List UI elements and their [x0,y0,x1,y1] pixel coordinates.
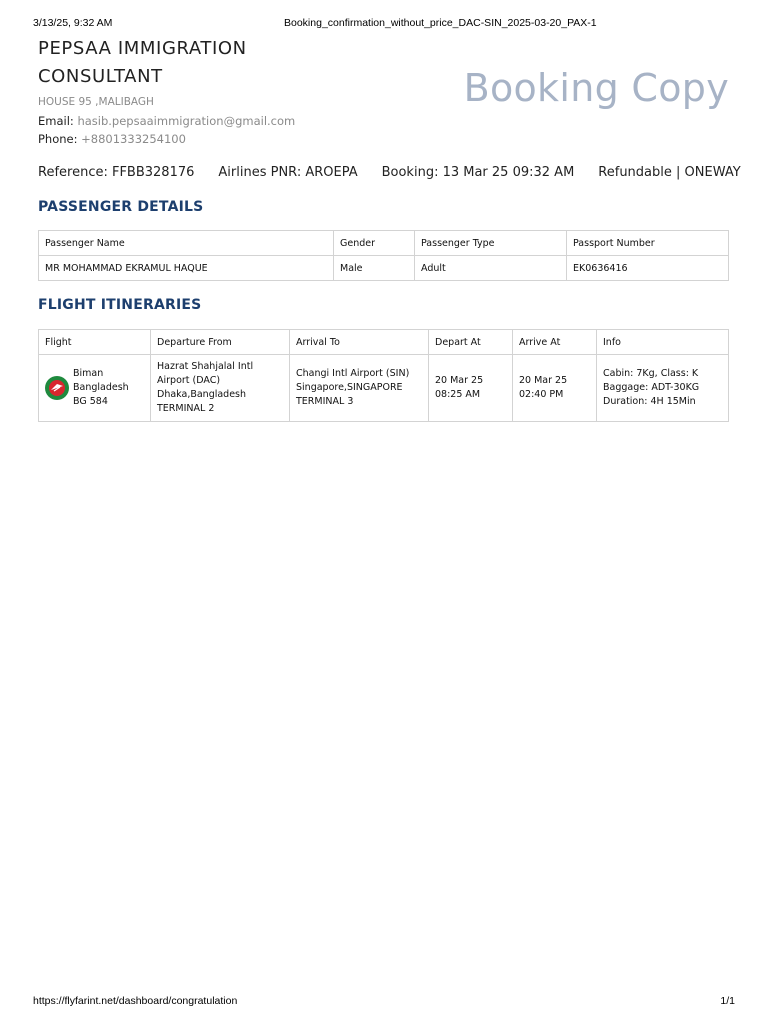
fare-type: Refundable | ONEWAY [598,165,741,180]
col-departure-from: Departure From [151,330,290,355]
arrival-line3: TERMINAL 3 [296,396,354,407]
info-cell [597,355,729,422]
company-name: PEPSAA IMMIGRATION CONSULTANT [38,38,247,87]
depart-at-cell [429,355,513,422]
depart-date: 20 Mar 25 [435,375,484,386]
passenger-table-header [39,231,729,256]
company-phone-line [38,132,186,146]
col-flight: Flight [39,330,151,355]
arrival-line1: Changi Intl Airport (SIN) [296,368,410,379]
departure-line2: Airport (DAC) [157,375,221,386]
departure-line4: TERMINAL 2 [157,403,215,414]
print-footer [33,995,735,1009]
arrive-at-cell [513,355,597,422]
passenger-gender: Male [334,256,415,281]
flight-itineraries-title: FLIGHT ITINERARIES [38,297,202,313]
airlines-pnr: Airlines PNR: AROEPA [218,165,358,180]
booking-reference: Reference: FFBB328176 [38,165,195,180]
col-gender: Gender [334,231,415,256]
booking-datetime: Booking: 13 Mar 25 09:32 AM [381,165,575,180]
col-arrive-at: Arrive At [513,330,597,355]
duration: Duration: 4H 15Min [603,396,696,407]
col-info: Info [597,330,729,355]
flight-table-header [39,330,729,355]
table-row [39,355,729,422]
passenger-details-title: PASSENGER DETAILS [38,199,204,215]
reference-row [38,165,741,180]
company-email-line [38,114,295,128]
print-url: https://flyfarint.net/dashboard/congratulation [33,995,238,1007]
departure-line1: Hazrat Shahjalal Intl [157,361,254,372]
airline-name-line1: Biman [73,368,104,379]
table-row [39,256,729,281]
col-passenger-type: Passenger Type [415,231,567,256]
cabin-class: Cabin: 7Kg, Class: K [603,368,699,379]
col-passenger-name: Passenger Name [39,231,334,256]
passport-number: EK0636416 [567,256,729,281]
arrival-cell [290,355,429,422]
passenger-type: Adult [415,256,567,281]
passenger-name: MR MOHAMMAD EKRAMUL HAQUE [39,256,334,281]
arrival-line2: Singapore,SINGAPORE [296,382,403,393]
flight-cell [39,355,151,422]
page-number: 1/1 [720,995,735,1007]
arrive-time: 02:40 PM [519,389,564,400]
col-arrival-to: Arrival To [290,330,429,355]
print-header [33,17,735,31]
departure-line3: Dhaka,Bangladesh [157,389,247,400]
passenger-table [38,230,729,281]
email-label: Email: [38,114,74,128]
flight-table [38,329,729,422]
departure-cell [151,355,290,422]
baggage: Baggage: ADT-30KG [603,382,700,393]
print-doc-title: Booking_confirmation_without_price_DAC-SIN_2025-03-20_PAX-1 [284,17,597,29]
company-address: HOUSE 95 ,MALIBAGH [38,96,154,108]
company-email[interactable]: hasib.pepsaaimmigration@gmail.com [77,114,296,128]
print-datetime: 3/13/25, 9:32 AM [33,17,113,29]
arrive-date: 20 Mar 25 [519,375,568,386]
biman-bangladesh-logo-icon [45,376,69,400]
flight-number: BG 584 [73,396,108,407]
phone-label: Phone: [38,132,78,146]
airline-name-line2: Bangladesh [73,382,129,393]
depart-time: 08:25 AM [435,389,481,400]
company-phone[interactable]: +8801333254100 [81,132,186,146]
col-passport-number: Passport Number [567,231,729,256]
booking-copy-watermark: Booking Copy [463,66,729,110]
col-depart-at: Depart At [429,330,513,355]
